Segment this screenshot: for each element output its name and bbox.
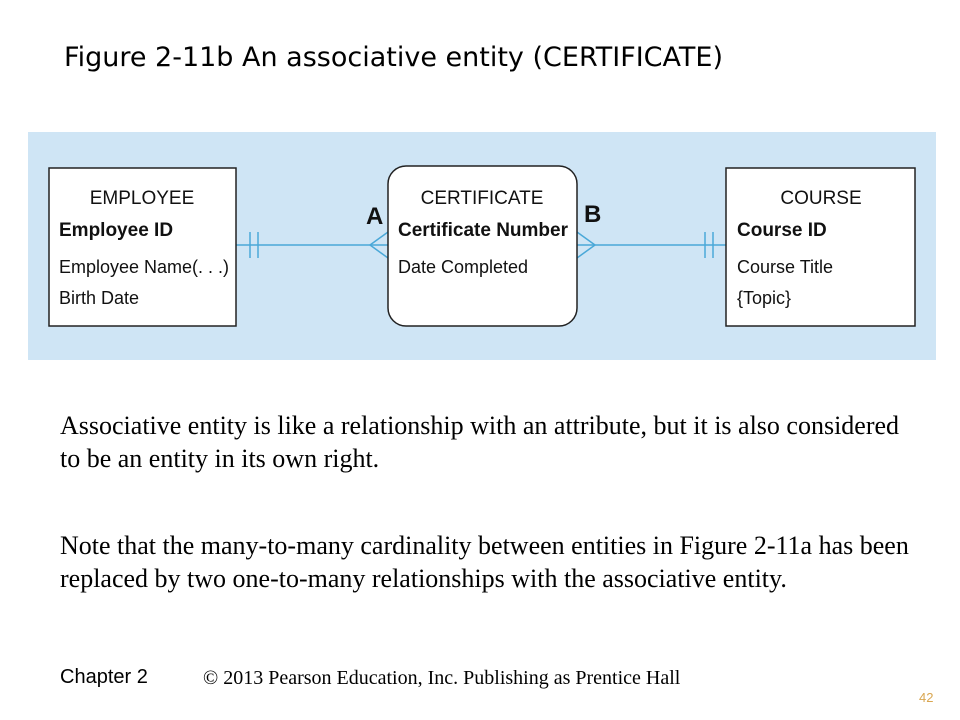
entity-employee-pk: Employee ID [59, 220, 174, 241]
entity-course [726, 168, 915, 326]
connector-employee-certificate [236, 232, 388, 258]
description-paragraph: Associative entity is like a relationship with an attribute, but it is also considered to be an entity in its own right. [60, 411, 900, 473]
entity-certificate-name: CERTIFICATE [420, 188, 544, 209]
erd-svg [28, 132, 936, 360]
entity-certificate-pk: Certificate Number [398, 220, 568, 241]
entity-certificate-attr: Date Completed [398, 257, 529, 277]
connector-certificate-course [577, 232, 726, 258]
erd-diagram [28, 132, 936, 360]
entity-course-attr: Course Title [737, 257, 834, 277]
entity-employee-attr: Employee Name(. . .) [59, 257, 230, 277]
note-paragraph: Note that the many-to-many cardinality between entities in Figure 2-11a has been replaced by two one-to-many relationships with the associative entity. [60, 531, 909, 593]
footer-chapter: Chapter 2 [60, 666, 148, 688]
footer-copyright: © 2013 Pearson Education, Inc. Publishing as Prentice Hall [203, 667, 681, 689]
entity-employee-attr: Birth Date [59, 288, 140, 308]
entity-employee [49, 168, 236, 326]
entity-certificate [388, 166, 577, 326]
relationship-label-b: B [584, 201, 602, 228]
entity-course-pk: Course ID [737, 220, 827, 241]
relationship-label-a: A [366, 203, 384, 230]
entity-course-name: COURSE [780, 188, 862, 209]
page-number: 42 [919, 690, 934, 705]
slide-title: Figure 2-11b An associative entity (CERTIFICATE) [64, 42, 723, 73]
entity-employee-name: EMPLOYEE [89, 188, 195, 209]
entity-course-attr: {Topic} [737, 288, 792, 308]
